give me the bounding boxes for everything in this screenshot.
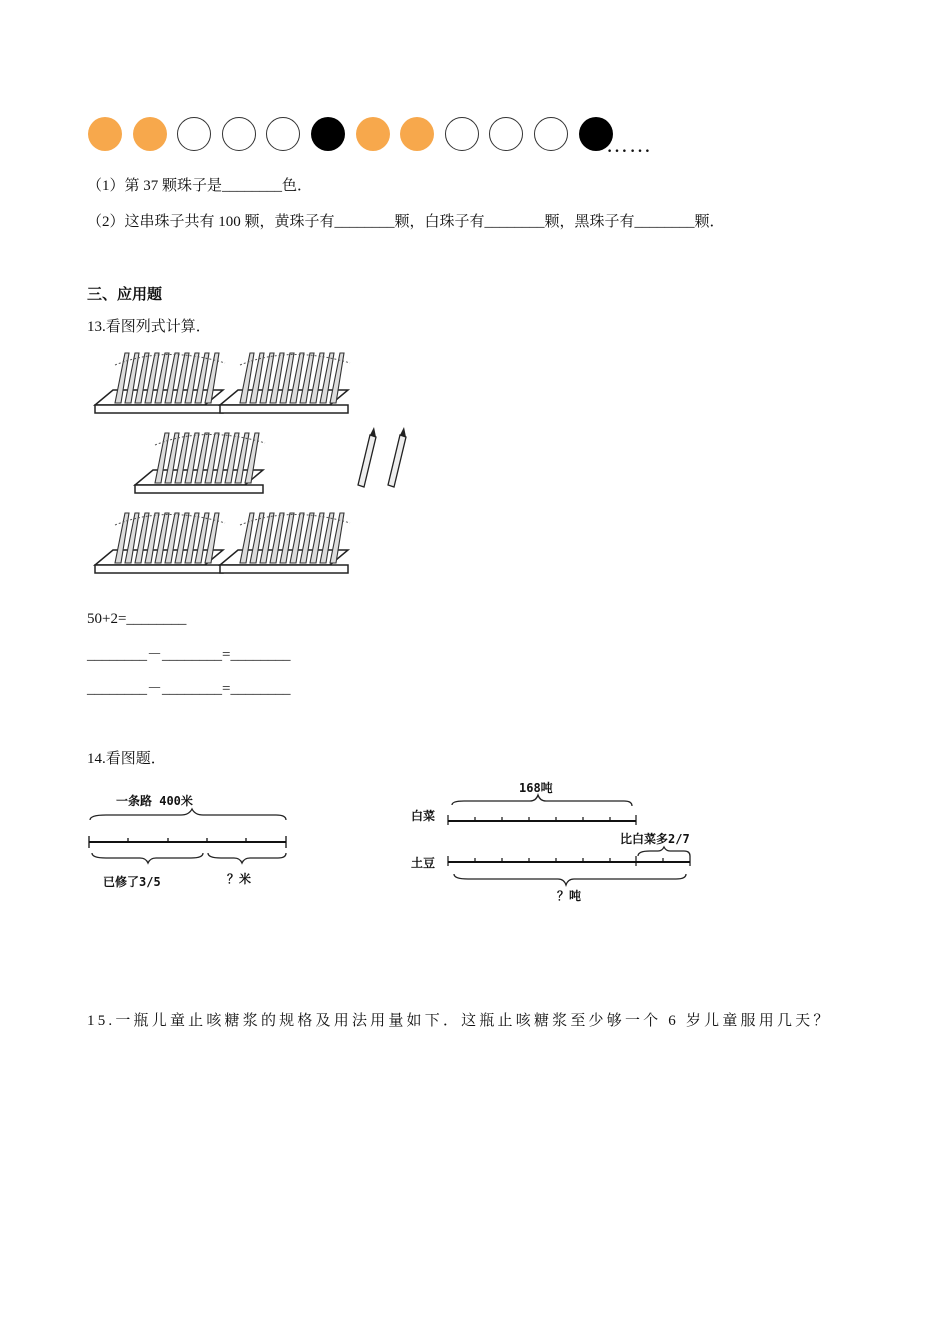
yellow-bead — [400, 117, 434, 151]
yellow-bead — [88, 117, 122, 151]
road-total-label: 一条路 400米 — [116, 794, 193, 808]
bead-ellipsis: …… — [606, 132, 652, 157]
q13-equation-2: ________－________=________ — [87, 647, 291, 663]
more-than-cabbage-label: 比白菜多2/7 — [620, 832, 690, 846]
white-bead — [445, 117, 479, 151]
white-bead — [177, 117, 211, 151]
white-bead — [489, 117, 523, 151]
q13-equation-1: 50+2=________ — [87, 611, 187, 627]
q13-equation-3: ________－________=________ — [87, 681, 291, 697]
q12-part2: （2）这串珠子共有 100 颗，黄珠子有________颗，白珠子有________颗，黑珠子有________颗． — [87, 214, 725, 230]
cabbage-row-label: 白菜 — [411, 809, 436, 823]
white-bead — [534, 117, 568, 151]
pencil-boxes-figure — [90, 345, 430, 595]
q14-title: 14.看图题． — [87, 751, 166, 767]
white-bead — [222, 117, 256, 151]
potato-row-label: 土豆 — [411, 856, 436, 870]
potato-question-label: ？吨 — [557, 889, 582, 903]
q13-title: 13.看图列式计算． — [87, 319, 211, 335]
q12-part1: （1）第 37 颗珠子是________色． — [87, 178, 313, 194]
white-bead — [266, 117, 300, 151]
cabbage-weight-label: 168吨 — [519, 781, 553, 795]
section-title: 三、应用题 — [87, 285, 163, 303]
black-bead — [311, 117, 345, 151]
yellow-bead — [356, 117, 390, 151]
q15-text: 15.一瓶儿童止咳糖浆的规格及用法用量如下．这瓶止咳糖浆至少够一个 6 岁儿童服用几天？ — [87, 1013, 832, 1029]
road-remaining-label: ？米 — [227, 872, 252, 886]
bead-row — [0, 0, 950, 160]
yellow-bead — [133, 117, 167, 151]
road-repaired-label: 已修了3/5 — [103, 875, 161, 889]
